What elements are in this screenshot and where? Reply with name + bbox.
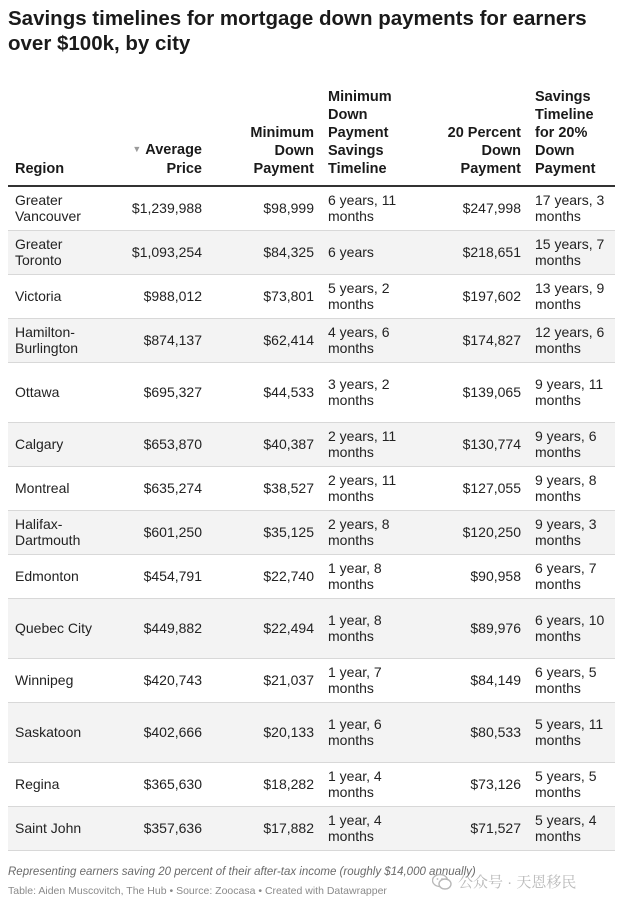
cell-twenty-percent-down: $247,998 [431,186,528,230]
column-header-average-price[interactable] [111,86,209,186]
sort-descending-icon: ▼ [132,144,142,154]
cell-twenty-percent-timeline: 6 years, 7 months [528,554,615,598]
cell-average-price: $365,630 [111,762,209,806]
cell-twenty-percent-timeline: 9 years, 3 months [528,510,615,554]
cell-minimum-down-payment: $20,133 [209,702,321,762]
cell-minimum-timeline: 1 year, 4 months [321,806,431,850]
cell-twenty-percent-down: $84,149 [431,658,528,702]
cell-minimum-down-payment: $21,037 [209,658,321,702]
cell-average-price: $402,666 [111,702,209,762]
table-row [8,274,615,318]
cell-region: Edmonton [8,554,111,598]
cell-average-price: $1,093,254 [111,230,209,274]
cell-average-price: $653,870 [111,422,209,466]
table-note: Representing earners saving 20 percent of their after-tax income (roughly $14,000 annually) [8,866,476,878]
cell-twenty-percent-timeline: 12 years, 6 months [528,318,615,362]
cell-twenty-percent-down: $218,651 [431,230,528,274]
cell-region: Saint John [8,806,111,850]
cell-minimum-down-payment: $22,740 [209,554,321,598]
cell-twenty-percent-down: $73,126 [431,762,528,806]
cell-region: Calgary [8,422,111,466]
table-row [8,186,615,230]
table-body [8,186,615,850]
cell-minimum-down-payment: $38,527 [209,466,321,510]
chart-title: Savings timelines for mortgage down payments for earners over $100k, by city [8,7,587,55]
table-row [8,702,615,762]
cell-twenty-percent-down: $197,602 [431,274,528,318]
column-header-twenty-percent-timeline[interactable]: Savings Timeline for 20% Down Payment [528,86,615,186]
cell-twenty-percent-down: $90,958 [431,554,528,598]
cell-twenty-percent-timeline: 17 years, 3 months [528,186,615,230]
table-row [8,510,615,554]
cell-twenty-percent-timeline: 6 years, 5 months [528,658,615,702]
table-row [8,554,615,598]
cell-minimum-timeline: 2 years, 8 months [321,510,431,554]
cell-twenty-percent-timeline: 5 years, 4 months [528,806,615,850]
cell-region: Greater Vancouver [8,186,111,230]
cell-twenty-percent-down: $71,527 [431,806,528,850]
cell-average-price: $874,137 [111,318,209,362]
cell-twenty-percent-timeline: 9 years, 6 months [528,422,615,466]
cell-minimum-down-payment: $17,882 [209,806,321,850]
column-header-minimum-down-payment[interactable]: Minimum Down Payment [209,86,321,186]
cell-minimum-down-payment: $35,125 [209,510,321,554]
cell-twenty-percent-timeline: 5 years, 5 months [528,762,615,806]
cell-average-price: $449,882 [111,598,209,658]
cell-minimum-timeline: 3 years, 2 months [321,362,431,422]
cell-twenty-percent-down: $89,976 [431,598,528,658]
table-row [8,598,615,658]
cell-twenty-percent-timeline: 6 years, 10 months [528,598,615,658]
cell-minimum-timeline: 1 year, 6 months [321,702,431,762]
cell-twenty-percent-down: $174,827 [431,318,528,362]
cell-average-price: $420,743 [111,658,209,702]
cell-minimum-down-payment: $18,282 [209,762,321,806]
cell-minimum-down-payment: $22,494 [209,598,321,658]
table-row [8,806,615,850]
cell-minimum-timeline: 4 years, 6 months [321,318,431,362]
cell-average-price: $357,636 [111,806,209,850]
cell-minimum-down-payment: $73,801 [209,274,321,318]
cell-twenty-percent-down: $130,774 [431,422,528,466]
cell-minimum-timeline: 2 years, 11 months [321,422,431,466]
cell-minimum-down-payment: $44,533 [209,362,321,422]
cell-region: Victoria [8,274,111,318]
cell-region: Quebec City [8,598,111,658]
table-row [8,466,615,510]
cell-twenty-percent-down: $120,250 [431,510,528,554]
cell-region: Montreal [8,466,111,510]
cell-twenty-percent-down: $139,065 [431,362,528,422]
cell-twenty-percent-timeline: 13 years, 9 months [528,274,615,318]
cell-minimum-timeline: 2 years, 11 months [321,466,431,510]
table-header-row [8,86,615,186]
cell-average-price: $635,274 [111,466,209,510]
watermark [432,871,576,892]
cell-minimum-down-payment: $62,414 [209,318,321,362]
data-table [8,86,615,851]
cell-average-price: $1,239,988 [111,186,209,230]
cell-minimum-timeline: 1 year, 7 months [321,658,431,702]
cell-minimum-timeline: 1 year, 8 months [321,554,431,598]
table-row [8,422,615,466]
cell-region: Regina [8,762,111,806]
column-header-label: Average Price [145,142,202,177]
cell-minimum-timeline: 6 years, 11 months [321,186,431,230]
table-row [8,230,615,274]
cell-twenty-percent-down: $127,055 [431,466,528,510]
cell-twenty-percent-timeline: 9 years, 8 months [528,466,615,510]
cell-average-price: $695,327 [111,362,209,422]
cell-average-price: $454,791 [111,554,209,598]
cell-minimum-timeline: 6 years [321,230,431,274]
table-row [8,762,615,806]
cell-minimum-down-payment: $40,387 [209,422,321,466]
cell-region: Saskatoon [8,702,111,762]
cell-minimum-timeline: 1 year, 4 months [321,762,431,806]
table-row [8,658,615,702]
column-header-minimum-timeline[interactable]: Minimum Down Payment Savings Timeline [321,86,431,186]
cell-twenty-percent-timeline: 5 years, 11 months [528,702,615,762]
cell-minimum-timeline: 1 year, 8 months [321,598,431,658]
cell-minimum-down-payment: $84,325 [209,230,321,274]
table-source: Table: Aiden Muscovitch, The Hub • Source: Zoocasa • Created with Datawrapper [8,885,387,897]
cell-twenty-percent-timeline: 9 years, 11 months [528,362,615,422]
cell-region: Winnipeg [8,658,111,702]
cell-region: Greater Toronto [8,230,111,274]
cell-region: Hamilton-Burlington [8,318,111,362]
cell-minimum-timeline: 5 years, 2 months [321,274,431,318]
cell-twenty-percent-down: $80,533 [431,702,528,762]
watermark-text: 公众号 · 天恩移民 [458,874,577,891]
cell-twenty-percent-timeline: 15 years, 7 months [528,230,615,274]
cell-region: Ottawa [8,362,111,422]
column-header-twenty-percent-down[interactable]: 20 Percent Down Payment [431,86,528,186]
cell-average-price: $601,250 [111,510,209,554]
column-header-region[interactable]: Region [8,86,111,186]
table-row [8,362,615,422]
table-row [8,318,615,362]
cell-minimum-down-payment: $98,999 [209,186,321,230]
wechat-icon [432,873,452,891]
cell-region: Halifax-Dartmouth [8,510,111,554]
cell-average-price: $988,012 [111,274,209,318]
